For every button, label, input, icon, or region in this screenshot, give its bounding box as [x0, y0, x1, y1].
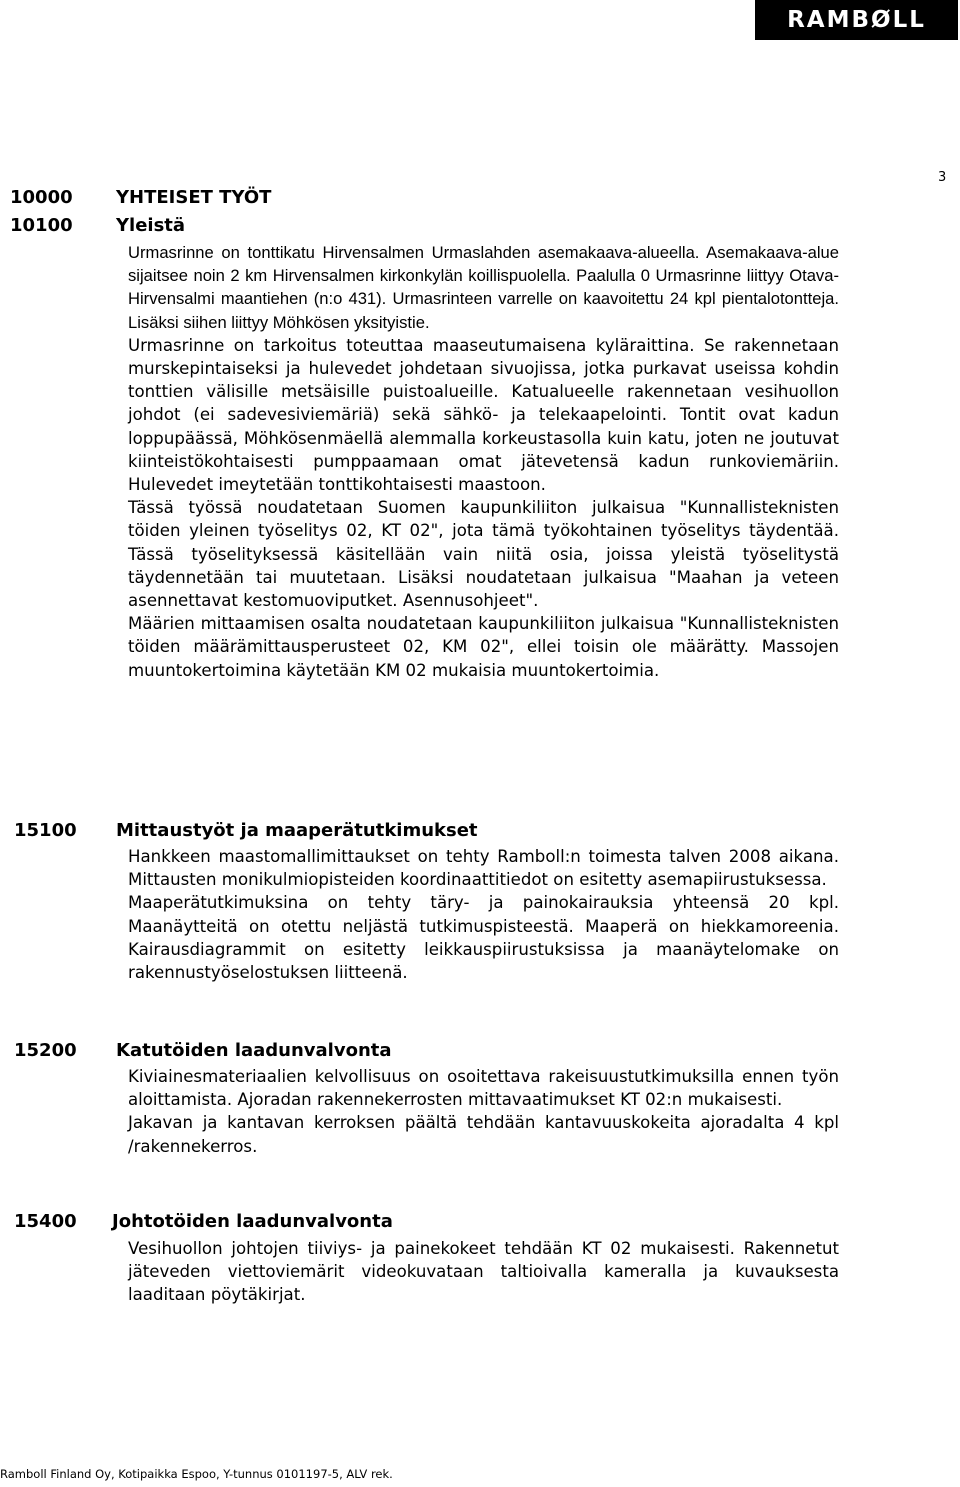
- paragraph: Vesihuollon johtojen tiiviys- ja painekokeet tehdään KT 02 mukaisesti. Rakennetut jäteveden viettoviemärit videokuvataan taltioivalla kameralla ja kuvauksesta laaditaan pöytäkirjat.: [128, 1239, 839, 1305]
- section-body-15200: [128, 1065, 839, 1158]
- section-title: Katutöiden laadunvalvonta: [116, 1040, 392, 1061]
- section-code: 15200: [14, 1040, 77, 1061]
- section-title: Mittaustyöt ja maaperätutkimukset: [116, 820, 478, 841]
- paragraph: Kiviainesmateriaalien kelvollisuus on osoitettava rakeisuustutkimuksilla ennen työn aloittamista. Ajoradan rakennekerrosten mittavaatimukset KT 02:n mukaisesti.: [128, 1067, 839, 1110]
- section-body-15100: [128, 845, 839, 984]
- section-body-10100: [128, 241, 839, 682]
- paragraph: Maaperätutkimuksina on tehty täry- ja painokairauksia yhteensä 20 kpl. Maanäytteitä on otettu neljästä tutkimuspisteestä. Maaperä on hiekkamoreenia. Kairausdiagrammit on esitetty leikkauspiirustuksissa ja maanäytelomake on rakennustyöselostuksen liitteenä.: [128, 893, 839, 983]
- paragraph: Hankkeen maastomallimittaukset on tehty Ramboll:n toimesta talven 2008 aikana. Mittausten monikulmiopisteiden koordinaattitiedot on esitetty asemapiirustuksessa.: [128, 847, 839, 890]
- paragraph: Urmasrinne on tarkoitus toteuttaa maaseutumaisena kyläraittina. Se rakennetaan murskepintaiseksi ja hulevedet johdetaan sivuojissa, jotka purkavat useissa kohdin tonttien välisille metsäisille puistoalueille. Katualueelle rakennetaan vesihuollon johdot (ei sadevesiviemäriä) sekä sähkö- ja telekaapelointi. Tontit ovat kadun loppupäässä, Möhkösenmäellä alemmalla korkeustasolla kuin katu, joten ne joutuvat kiinteistökohtaisesti pumppaamaan omat jätevetensä kadun runkoviemäriin. Hulevedet imeytetään tonttikohtaisesti maastoon.: [128, 335, 839, 495]
- section-title: YHTEISET TYÖT: [116, 187, 272, 208]
- logo-text: RAMBØLL: [787, 7, 926, 33]
- paragraph: Määrien mittaamisen osalta noudatetaan kaupunkiliiton julkaisua "Kunnallisteknisten töiden määrämittausperusteet 02, KM 02", ellei toisin ole määrätty. Massojen muuntokertoimina käytetään KM 02 mukaisia muuntokertoimia.: [128, 614, 839, 680]
- section-title: Johtotöiden laadunvalvonta: [112, 1211, 393, 1232]
- page-number: 3: [938, 170, 947, 185]
- section-code: 15100: [14, 820, 77, 841]
- section-code: 10100: [10, 215, 73, 236]
- paragraph: Urmasrinne on tonttikatu Hirvensalmen Urmaslahden asemakaava-alueella. Asemakaava-alue sijaitsee noin 2 km Hirvensalmen kirkonkylän koillispuolella. Paalulla 0 Urmasrinne liittyy Otava-Hirvensalmi maantiehen (n:o 431). Urmasrinteen varrelle on kaavoitettu 24 kpl pientalotontteja. Lisäksi siihen liittyy Möhkösen yksityistie.: [128, 243, 839, 332]
- section-code: 10000: [10, 187, 73, 208]
- paragraph: Tässä työssä noudatetaan Suomen kaupunkiliiton julkaisua "Kunnallisteknisten töiden yleinen työselitys 02, KT 02", jota tämä työkohtainen työselitys täydentää. Tässä työselityksessä käsitellään vain niitä osia, joissa yleistä työselitystä täydennetään tai muutetaan. Lisäksi noudatetaan julkaisua "Maahan ja veteen asennettavat kestomuoviputket. Asennusohjeet".: [128, 498, 839, 611]
- company-footer: Ramboll Finland Oy, Kotipaikka Espoo, Y-tunnus 0101197-5, ALV rek.: [0, 1467, 393, 1481]
- section-code: 15400: [14, 1211, 77, 1232]
- section-body-15400: [128, 1237, 839, 1307]
- paragraph: Jakavan ja kantavan kerroksen päältä tehdään kantavuuskokeita ajoradalta 4 kpl /rakennekerros.: [128, 1113, 839, 1156]
- ramboll-logo: [755, 0, 958, 40]
- section-title: Yleistä: [116, 215, 186, 236]
